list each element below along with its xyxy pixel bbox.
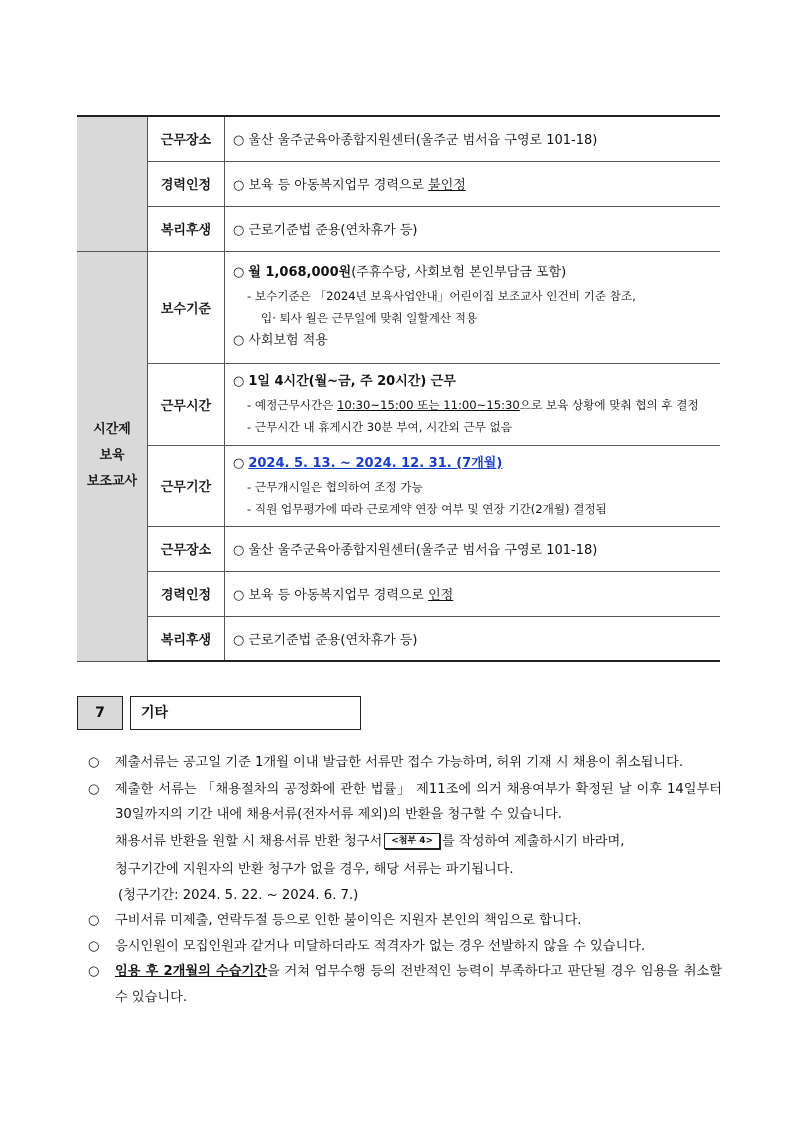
- note-item-cont: 채용서류 반환을 원할 시 채용서류 반환 청구서 <첨부 4> 를 작성하여 제출하시기 바라며,: [115, 833, 625, 849]
- period-dates-link[interactable]: 2024. 5. 13. ~ 2024. 12. 31. (7개월): [248, 455, 503, 471]
- row-label: 경력인정: [148, 161, 225, 206]
- note-item: ○ 제출서류는 공고일 기준 1개월 이내 발급한 서류만 접수 가능하며, 허위 기재 시 채용이 취소됩니다.: [88, 755, 684, 770]
- row-label: 보수기준: [148, 251, 225, 363]
- row-label: 근무장소: [148, 526, 225, 571]
- note-item-cont: 청구기간에 지원자의 반환 청구가 없을 경우, 해당 서류는 파기됩니다.: [115, 861, 514, 877]
- row-label: 복리후생: [148, 206, 225, 251]
- category-cell-blank: [77, 116, 148, 251]
- row-value: ○ 보육 등 아동복지업무 경력으로 불인정: [225, 161, 721, 206]
- row-value: ○ 울산 울주군육아종합지원센터(울주군 범서읍 구영로 101-18): [225, 526, 721, 571]
- period-value: ○ 2024. 5. 13. ~ 2024. 12. 31. (7개월) - 근무개시일은 협의하여 조정 가능 - 직원 업무평가에 따라 근로계약 연장 여부 및 연장 기간(2개월) 결정됨: [225, 445, 721, 526]
- attachment-badge: <첨부 4>: [384, 833, 440, 849]
- row-value: ○ 보육 등 아동복지업무 경력으로 인정: [225, 571, 721, 616]
- row-value: ○ 울산 울주군육아종합지원센터(울주군 범서읍 구영로 101-18): [225, 116, 721, 161]
- note-item: ○ 응시인원이 모집인원과 같거나 미달하더라도 적격자가 없는 경우 선발하지 않을 수 있습니다.: [88, 938, 646, 954]
- row-label: 근무장소: [148, 116, 225, 161]
- row-label: 근무기간: [148, 445, 225, 526]
- hours-value: ○ 1일 4시간(월~금, 주 20시간) 근무 - 예정근무시간은 10:30~15:00 또는 11:00~15:30으로 보육 상황에 맞춰 협의 후 결정 - 근무시간 내 휴게시간 30분 부여, 시간외 근무 없음: [225, 363, 721, 445]
- note-item: ○ 구비서류 미제출, 연락두절 등으로 인한 불이익은 지원자 본인의 책임으로 합니다.: [88, 913, 582, 928]
- row-value: ○ 근로기준법 준용(연차휴가 등): [225, 616, 721, 661]
- row-label: 근무시간: [148, 363, 225, 445]
- category-cell: 시간제 보육 보조교사: [77, 251, 148, 661]
- note-item: ○ 제출한 서류는 「채용절차의 공정화에 관한 법률」 제11조에 의거 채용여부가 확정된 날 이후 14일부터 30일까지의 기간 내에 채용서류(전자서류 제외)의 반환을 청구할 수 있습니다.: [88, 781, 722, 822]
- note-item-cont: (청구기간: 2024. 5. 22. ~ 2024. 6. 7.): [118, 887, 359, 903]
- employment-conditions-table: [77, 115, 720, 662]
- notes-list: [88, 750, 722, 1010]
- row-label: 경력인정: [148, 571, 225, 616]
- pay-value: ○ 월 1,068,000원(주휴수당, 사회보험 본인부담금 포함) - 보수기준은 「2024년 보육사업안내」어린이집 보조교사 인건비 기준 참조, 입· 퇴사 월은 근무일에 맞춰 일할계산 적용 ○ 사회보험 적용: [225, 251, 721, 363]
- row-value: ○ 근로기준법 준용(연차휴가 등): [225, 206, 721, 251]
- section-title: 기타: [130, 696, 361, 730]
- row-label: 복리후생: [148, 616, 225, 661]
- section-number: 7: [77, 696, 123, 730]
- note-item: ○ 임용 후 2개월의 수습기간을 거쳐 업무수행 등의 전반적인 능력이 부족하다고 판단될 경우 임용을 취소할 수 있습니다.: [88, 964, 722, 1005]
